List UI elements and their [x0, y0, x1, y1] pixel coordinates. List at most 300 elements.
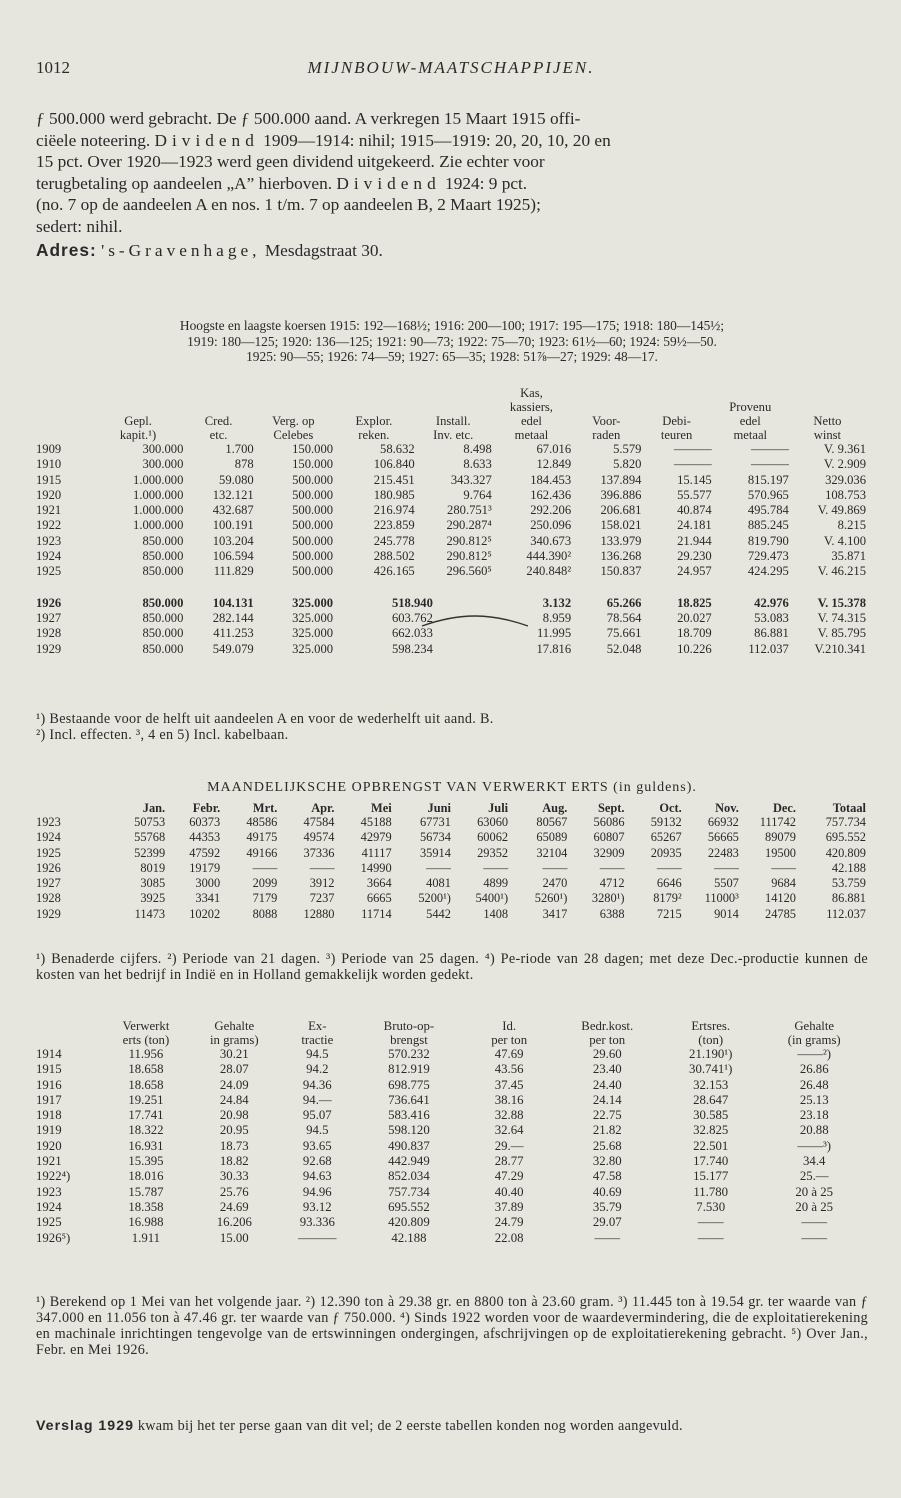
table-cell [571, 400, 641, 414]
table-cell: 94.96 [302, 1184, 332, 1199]
year-cell [36, 414, 93, 428]
page-header [36, 58, 866, 82]
table-cell: 885.245 [747, 518, 789, 533]
table-cell: 396.886 [600, 487, 642, 502]
table-cell: 21.190¹) [689, 1047, 733, 1061]
intro-line: sedert: nihil. [36, 216, 123, 236]
table-cell [183, 386, 253, 400]
table-cell: 32.80 [592, 1154, 622, 1169]
table-cell: 296.560⁵ [446, 564, 492, 579]
table-cell: 20935 [650, 845, 682, 860]
table-header-row [36, 400, 866, 414]
table-cell: 24.40 [592, 1077, 622, 1092]
table-cell: 20.95 [219, 1123, 249, 1138]
table-cell: 1.911 [131, 1230, 161, 1245]
dividend-label: Dividend [154, 130, 259, 150]
table-cell: 80567 [536, 815, 568, 829]
table-cell: 86.881 [831, 891, 866, 906]
table-cell: 11000³ [704, 891, 739, 906]
table-row [36, 1108, 866, 1123]
table-cell: 22483 [707, 845, 739, 860]
table-cell: 500.000 [292, 549, 334, 564]
footnote: ¹) Bestaande voor de helft uit aandeelen A en voor de wederhelft uit aand. B. [36, 711, 494, 727]
table-cell: 43.56 [494, 1062, 524, 1077]
table-cell: 45188 [360, 815, 392, 829]
year-cell: 1929 [36, 641, 62, 656]
koersen-line: 1919: 180—125; 1920: 136—125; 1921: 90—73; 1922: 75—70; 1923: 61½—60; 1924: 59½—50. [187, 333, 717, 349]
table-row [36, 564, 866, 579]
table-cell [333, 386, 415, 400]
table-cell: 7215 [656, 906, 682, 921]
table-cell: 42.188 [391, 1230, 427, 1245]
table-cell: 18.82 [219, 1154, 249, 1169]
table-cell: V. 46.215 [817, 564, 866, 579]
table-cell: (in grams) [787, 1033, 841, 1047]
table-cell: 21.82 [592, 1123, 622, 1138]
table-cell: Juli [488, 801, 509, 815]
table-cell: 37336 [303, 845, 335, 860]
table-cell: Totaal [832, 801, 866, 815]
table-cell: 1408 [483, 906, 509, 921]
table-cell: 93.336 [299, 1215, 335, 1230]
table-cell [93, 400, 184, 414]
table-cell: 103.204 [212, 533, 254, 548]
table-cell: 300.000 [142, 457, 184, 472]
table-cell: 6388 [599, 906, 625, 921]
year-cell: 1924 [36, 1199, 62, 1214]
year-cell: 1925 [36, 564, 62, 579]
adres-city: 's-Gravenhage, [101, 240, 261, 260]
table-cell: 55768 [134, 830, 166, 845]
table-cell: —— [309, 860, 335, 875]
table-cell: 32.64 [494, 1123, 524, 1138]
year-cell: 1926⁵) [36, 1230, 71, 1245]
year-cell: 1923 [36, 1184, 62, 1199]
table-cell: 29.60 [592, 1047, 622, 1061]
table-cell: ——— [673, 457, 712, 472]
table-cell [789, 400, 866, 414]
table-cell [571, 386, 641, 400]
table-cell: Aug. [542, 801, 568, 815]
table-cell: 24.14 [592, 1092, 622, 1107]
table-cell: 5400¹) [475, 891, 509, 906]
table-cell: teuren [660, 428, 693, 442]
table-cell: Dec. [772, 801, 796, 815]
table-cell: 288.502 [373, 549, 415, 564]
year-cell: 1927 [36, 610, 62, 625]
table-cell: 18.016 [128, 1169, 164, 1184]
table-cell: 42979 [360, 830, 392, 845]
table-cell: 215.451 [373, 472, 415, 487]
table-cell: 112.037 [826, 906, 866, 921]
table-row [36, 1154, 866, 1169]
table-cell: edel [739, 414, 761, 428]
table-cell: metaal [733, 428, 768, 442]
year-cell: 1923 [36, 533, 62, 548]
verslag-text: kwam bij het ter perse gaan van dit vel; de 2 eerste tabellen konden nog worden aangevuld. [137, 1418, 683, 1434]
table-cell: 29.— [494, 1138, 524, 1153]
table-cell: 290.812⁵ [446, 533, 492, 548]
table-cell: 729.473 [747, 549, 789, 564]
table-cell: 47.29 [494, 1169, 524, 1184]
table-row [36, 1200, 866, 1215]
table-cell: 736.641 [388, 1092, 430, 1107]
year-cell: 1922 [36, 518, 62, 533]
table-cell: 23.40 [592, 1062, 622, 1077]
table-cell: metaal [514, 428, 549, 442]
table-cell: 819.790 [747, 533, 789, 548]
table-cell: 19500 [765, 845, 796, 860]
table-cell: 35.871 [831, 549, 866, 564]
year-cell: 1922⁴) [36, 1169, 71, 1184]
table-cell: 325.000 [292, 610, 334, 625]
merge-brace [420, 614, 530, 628]
table-cell [789, 386, 866, 400]
table-cell: 89079 [765, 830, 796, 845]
page-number: 1012 [36, 58, 70, 77]
table-cell: 3000 [195, 876, 221, 891]
table-cell: 67.016 [536, 442, 572, 456]
table-row [36, 1093, 866, 1108]
table-cell: —— [771, 860, 796, 875]
table-cell: Gehalte [794, 1019, 835, 1033]
year-cell: 1918 [36, 1108, 62, 1123]
table-cell: Mrt. [252, 801, 278, 815]
table-cell: 695.552 [388, 1199, 430, 1214]
table-cell: 162.436 [530, 487, 572, 502]
table-cell: 490.837 [388, 1138, 430, 1153]
table-cell: erts (ton) [122, 1033, 170, 1047]
table-cell: 850.000 [142, 564, 184, 579]
table-cell: Nov. [715, 801, 739, 815]
table-cell: 8.959 [542, 610, 572, 625]
table-cell: V. 9.361 [823, 442, 866, 456]
table-cell: 42.976 [754, 595, 789, 610]
adres-line [36, 240, 868, 262]
table-cell: 26.48 [799, 1077, 829, 1092]
year-cell: 1924 [36, 830, 61, 845]
intro-line: (no. 7 op de aandeelen A en nos. 1 t/m. 7 op aandeelen B, 2 Maart 1925); [36, 195, 541, 215]
table-row [36, 473, 866, 488]
table-cell: 28.77 [494, 1154, 524, 1169]
year-cell: 1928 [36, 626, 62, 641]
table-cell: 18.658 [128, 1062, 164, 1077]
table-cell: 695.552 [825, 830, 866, 845]
table-cell: 500.000 [292, 503, 334, 518]
table-cell: 245.778 [373, 533, 415, 548]
table-cell: —— [483, 860, 509, 875]
table-cell: tractie [301, 1033, 334, 1047]
table-cell: 11.780 [693, 1184, 729, 1199]
table-cell: 329.036 [825, 472, 866, 487]
table-cell: 3.132 [542, 595, 572, 610]
year-cell: 1921 [36, 503, 62, 518]
table-cell: 25.— [799, 1169, 829, 1184]
table-cell [183, 400, 253, 414]
table-cell: 32909 [593, 845, 625, 860]
table-cell: 150.000 [292, 457, 334, 472]
table-cell: Debi- [662, 414, 691, 428]
table-cell [641, 386, 711, 400]
table-cell: 325.000 [292, 595, 334, 610]
table-cell: 850.000 [142, 641, 184, 656]
table-cell: 28.07 [219, 1062, 249, 1077]
table-cell: Verwerkt [122, 1019, 170, 1033]
table-cell: 21.944 [677, 533, 712, 548]
table-cell: 24.09 [219, 1077, 249, 1092]
year-cell: 1926 [36, 595, 62, 610]
year-cell [36, 801, 104, 815]
table-cell: per ton [491, 1033, 528, 1047]
table-cell: 300.000 [142, 442, 184, 456]
table-cell: 7.530 [696, 1199, 726, 1214]
table-cell: 24.957 [677, 564, 712, 579]
table-cell: 5507 [714, 876, 739, 891]
year-cell: 1909 [36, 442, 62, 456]
table-cell: etc. [209, 428, 228, 442]
year-cell [36, 428, 93, 442]
table-header-row [36, 801, 866, 815]
table-row [36, 488, 866, 503]
table1-footnotes [36, 711, 868, 743]
table-cell: —— [594, 1230, 621, 1245]
table-cell: 42.188 [831, 860, 866, 875]
table-cell: 549.079 [212, 641, 254, 656]
table-row [36, 876, 866, 891]
table-cell: ——— [751, 457, 789, 472]
table-cell: 4712 [599, 876, 625, 891]
table-cell: 30.33 [219, 1169, 249, 1184]
table-cell: 20.027 [677, 610, 712, 625]
table-cell: 52.048 [606, 641, 642, 656]
table-cell: Verg. op [272, 414, 315, 428]
table-cell: 32.153 [693, 1077, 729, 1092]
table-cell: 500.000 [292, 533, 334, 548]
table-cell: 40.69 [592, 1184, 622, 1199]
table-cell: 500.000 [292, 487, 334, 502]
table-row [36, 1215, 866, 1230]
table-cell: in grams) [209, 1033, 259, 1047]
table-cell: ——²) [797, 1047, 832, 1061]
table-cell: 850.000 [142, 549, 184, 564]
year-cell: 1926 [36, 860, 61, 875]
year-cell: 1921 [36, 1154, 62, 1169]
table-cell [254, 386, 333, 400]
intro-paragraph [36, 108, 868, 261]
table-row [36, 1047, 866, 1062]
table-cell: 698.775 [388, 1077, 430, 1092]
table-cell: 41117 [361, 845, 392, 860]
table-cell: 67731 [419, 815, 451, 829]
table-cell: 86.881 [754, 626, 789, 641]
table-cell: 19.251 [128, 1092, 164, 1107]
table-cell: Ex- [308, 1019, 327, 1033]
table-cell: 32.825 [693, 1123, 729, 1138]
year-cell: 1927 [36, 876, 61, 891]
table-cell: 56086 [593, 815, 625, 829]
table-cell: 18.709 [677, 626, 712, 641]
table-cell: 66932 [707, 815, 739, 829]
intro-text: 1909—1914: nihil; 1915—1919: 20, 20, 10, 20 en [263, 130, 611, 150]
table-cell [712, 386, 789, 400]
table-cell: brengst [390, 1033, 428, 1047]
table-cell: 29352 [477, 845, 509, 860]
table-cell: 58.632 [380, 442, 415, 456]
table-cell: 3925 [140, 891, 166, 906]
table-cell: per ton [589, 1033, 626, 1047]
table-cell: 815.197 [747, 472, 789, 487]
table-cell: 35.79 [592, 1199, 622, 1214]
intro-text: 1924: 9 pct. [445, 173, 528, 193]
year-cell: 1915 [36, 472, 62, 487]
table-cell: ——— [298, 1230, 337, 1245]
table-cell: 59.080 [219, 472, 254, 487]
table-cell: 6646 [656, 876, 682, 891]
table-cell: ——— [673, 442, 712, 456]
table-cell: 757.734 [825, 815, 866, 829]
year-cell [36, 1033, 103, 1047]
table-cell [254, 400, 333, 414]
table-cell: 9.764 [463, 487, 492, 502]
year-cell: 1914 [36, 1047, 62, 1061]
table-cell: 106.594 [212, 549, 254, 564]
table-cell: Mei [371, 801, 392, 815]
table-cell: 184.453 [530, 472, 572, 487]
production-table [36, 1019, 866, 1246]
table-cell: ——³) [797, 1138, 832, 1153]
table-cell: 94.— [302, 1092, 332, 1107]
table-cell [333, 400, 415, 414]
table-cell: kassiers, [509, 400, 553, 414]
table-cell: Sept. [598, 801, 625, 815]
table-row [36, 642, 866, 657]
table-cell: 28.647 [693, 1092, 729, 1107]
table-cell: 9014 [714, 906, 739, 921]
footnote: ²) Incl. effecten. ³, 4 en 5) Incl. kabelbaan. [36, 727, 289, 743]
table3-footnote: ¹) Berekend op 1 Mei van het volgende jaar. ²) 12.390 ton à 29.38 gr. en 8800 ton à 23.60 gram. ³) 11.445 ton à 19.54 gr. ter waarde van ƒ 347.000 en 11.056 ton à 47.46 gr. ter waarde van ƒ 750.000. ⁴) Sinds 1922 worden voor de waardevermindering, die de exploitatierekening en machinale inrichtingen tengevolge van de ertswinningen ondergingen, afschrijvingen op de exploitatierekening gebracht. ⁵) Over Jan., Febr. en Mei 1926. [36, 1294, 868, 1358]
table-cell: 52399 [134, 845, 166, 860]
table-cell: 7179 [252, 891, 278, 906]
table-cell: 1.000.000 [133, 487, 184, 502]
table-row [36, 815, 866, 830]
table-cell: 1.000.000 [133, 503, 184, 518]
table-cell: 20.88 [799, 1123, 829, 1138]
table-cell: Netto [813, 414, 842, 428]
table-cell: 6665 [366, 891, 392, 906]
intro-text: ciëele noteering. [36, 130, 151, 150]
table-cell: 180.985 [373, 487, 415, 502]
table-cell: 40.874 [677, 503, 712, 518]
table-cell: —— [599, 860, 625, 875]
table-cell: 20.98 [219, 1108, 249, 1123]
table-cell: 104.131 [212, 595, 254, 610]
table-cell: 40.40 [494, 1184, 524, 1199]
table-cell: 22.501 [693, 1138, 729, 1153]
table-cell: V. 4.100 [823, 533, 866, 548]
table-cell: 150.000 [292, 442, 334, 456]
table-cell: V. 15.378 [817, 595, 866, 610]
table-cell: 63060 [477, 815, 509, 829]
table-cell: 150.837 [600, 564, 642, 579]
table-cell: 850.000 [142, 595, 184, 610]
table-cell: 112.037 [748, 641, 789, 656]
table-cell: 133.979 [600, 533, 642, 548]
intro-line [36, 130, 868, 152]
table-cell: 94.63 [302, 1169, 332, 1184]
table-cell: 2470 [542, 876, 568, 891]
table-cell: 49166 [246, 845, 278, 860]
table-cell: 137.894 [600, 472, 642, 487]
table-cell: —— [426, 860, 451, 875]
table-cell: 216.974 [373, 503, 415, 518]
table-cell: 25.13 [799, 1092, 829, 1107]
table-cell: 812.919 [388, 1062, 430, 1077]
table-cell: 111742 [759, 815, 796, 829]
table-cell: 30.585 [693, 1108, 729, 1123]
table-cell [415, 386, 492, 400]
table-cell: 12.849 [536, 457, 572, 472]
verslag-note [36, 1418, 868, 1434]
table-cell: 325.000 [292, 626, 334, 641]
table-row [36, 1185, 866, 1200]
table-cell: 17.740 [693, 1154, 729, 1169]
table-header-row [36, 414, 866, 428]
table-row [36, 549, 866, 564]
table-cell: Jan. [142, 801, 166, 815]
table-cell: 1.000.000 [133, 472, 184, 487]
table-cell: 340.673 [530, 533, 572, 548]
table-cell: 5442 [426, 906, 451, 921]
table-row [36, 1078, 866, 1093]
table-cell: 12880 [303, 906, 335, 921]
table-cell: 60807 [593, 830, 625, 845]
table-cell: 16.206 [216, 1215, 252, 1230]
table-cell: 108.753 [825, 487, 866, 502]
table-cell: kapit.¹) [119, 428, 157, 442]
intro-text: terugbetaling op aandeelen „A” hierboven. [36, 173, 333, 193]
table-cell: 17.816 [536, 641, 572, 656]
table-cell: 20 à 25 [795, 1184, 834, 1199]
table-cell: 757.734 [388, 1184, 430, 1199]
table-cell: 5260¹) [534, 891, 568, 906]
table-cell: 158.021 [600, 518, 642, 533]
table-cell: 290.812⁵ [446, 549, 492, 564]
table-cell: 24.69 [219, 1199, 249, 1214]
table-row [36, 518, 866, 533]
table-cell: —— [801, 1230, 828, 1245]
table-cell: 500.000 [292, 518, 334, 533]
table-cell: 38.16 [494, 1092, 524, 1107]
table-cell: 3341 [195, 891, 221, 906]
table-cell: 34.4 [803, 1154, 826, 1169]
dividend-label: Dividend [336, 173, 441, 193]
year-cell: 1928 [36, 891, 61, 906]
table-cell: 3664 [366, 876, 392, 891]
table-cell: reken. [358, 428, 390, 442]
year-cell [36, 1019, 103, 1033]
year-cell: 1929 [36, 906, 61, 921]
year-cell: 1924 [36, 549, 62, 564]
adres-street: Mesdagstraat 30. [264, 240, 383, 260]
monthly-table [36, 801, 866, 922]
koersen-block [36, 318, 868, 365]
table-row [36, 1139, 866, 1154]
table-cell: 60373 [189, 815, 221, 829]
table-cell: Oct. [659, 801, 682, 815]
table-cell: 132.121 [212, 487, 254, 502]
table-cell: 106.840 [373, 457, 415, 472]
koersen-line: 1925: 90—55; 1926: 74—59; 1927: 65—35; 1928: 51⅞—27; 1929: 48—17. [246, 349, 658, 365]
